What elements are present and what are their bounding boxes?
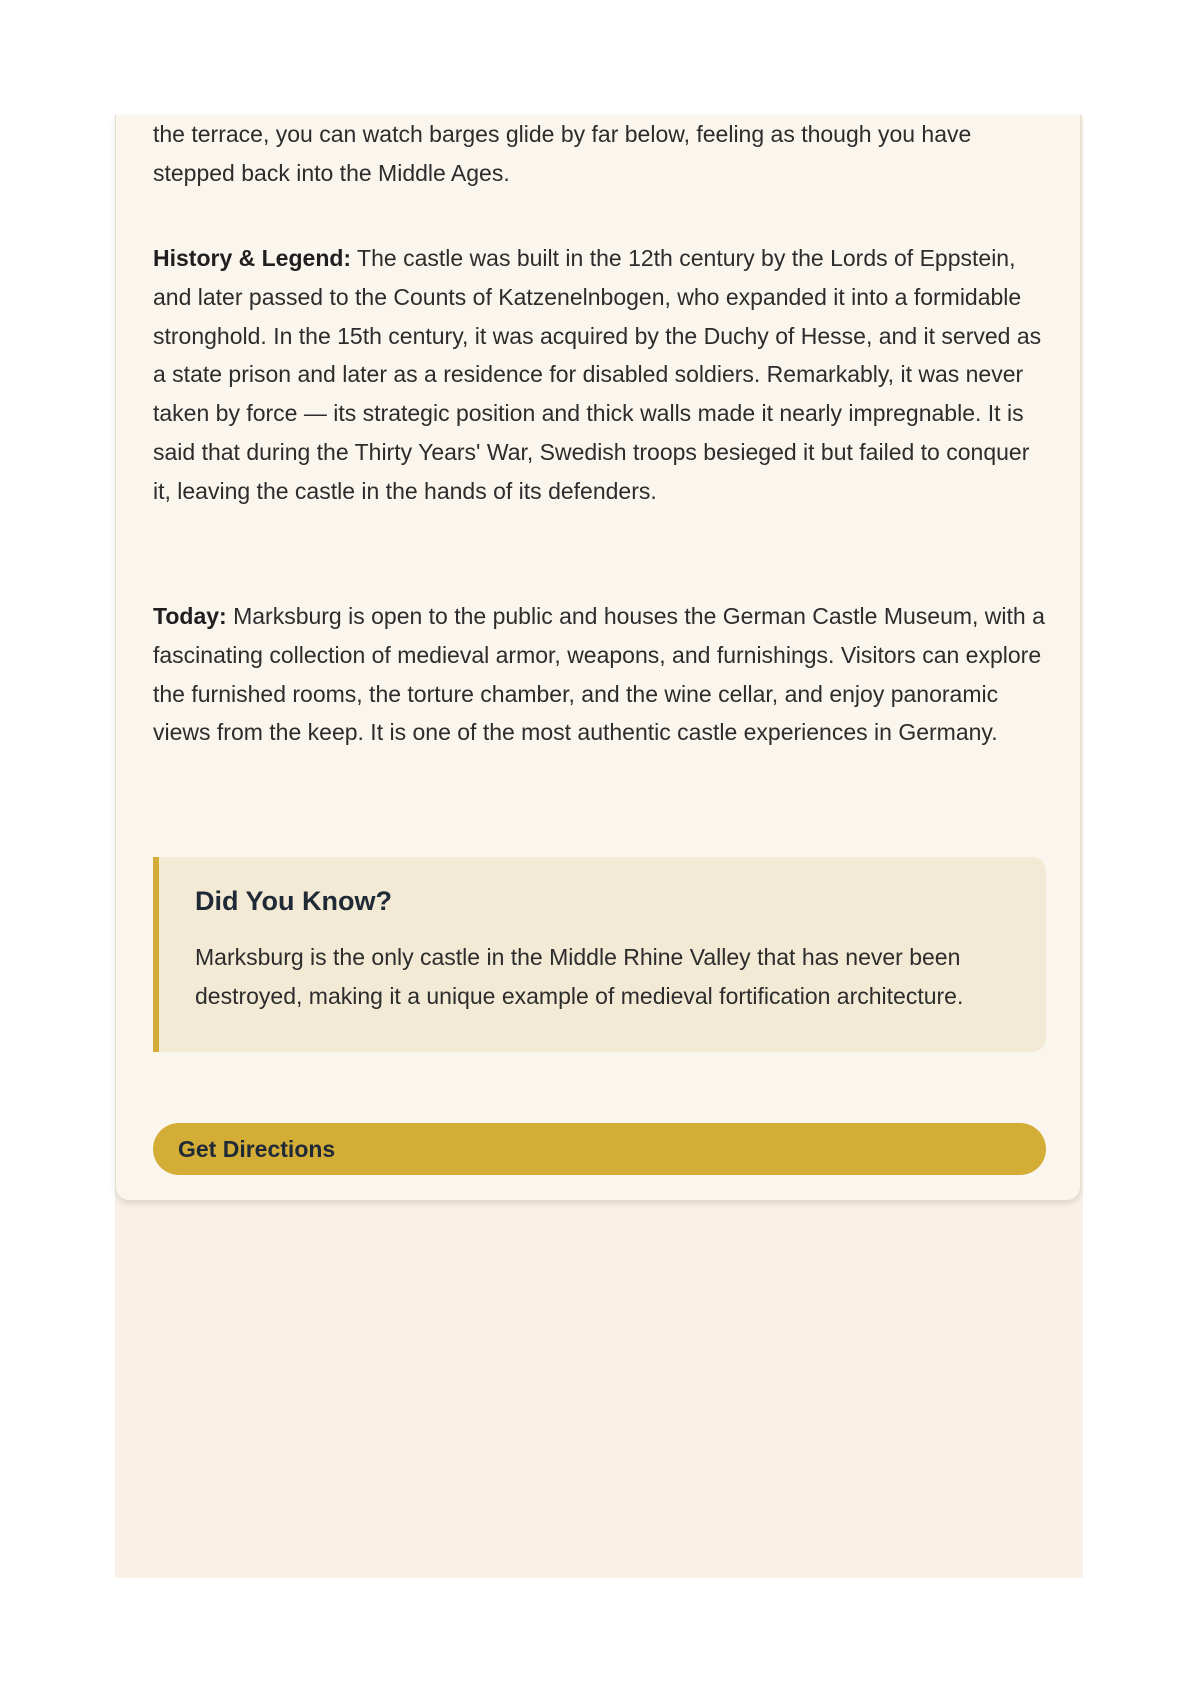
- did-you-know-callout: [153, 857, 1046, 1052]
- castle-info-card: [115, 115, 1081, 1201]
- callout-title: Did You Know?: [195, 886, 392, 916]
- today-text: Marksburg is open to the public and houses the German Castle Museum, with a fascinating collection of medieval armor, weapons, and furnishings. Visitors can explore the furnished rooms, the torture chamber, and the wine cellar, and enjoy panoramic views from the keep. It is one of the most authentic castle experiences in Germany.: [153, 603, 1045, 746]
- intro-text: the terrace, you can watch barges glide by far below, feeling as though you have stepped back into the Middle Ages.: [153, 121, 972, 186]
- intro-paragraph: [153, 115, 1046, 193]
- today-label: Today:: [153, 603, 227, 629]
- callout-text: Marksburg is the only castle in the Middle Rhine Valley that has never been destroyed, making it a unique example of medieval fortification architecture.: [195, 944, 964, 1009]
- history-text: The castle was built in the 12th century by the Lords of Eppstein, and later passed to the Counts of Katzenelnbogen, who expanded it into a formidable stronghold. In the 15th century, it was acquired by the Duchy of Hesse, and it served as a state prison and later as a residence for disabled soldiers. Remarkably, it was never taken by force — its strategic position and thick walls made it nearly impregnable. It is said that during the Thirty Years' War, Swedish troops besieged it but failed to conquer it, leaving the castle in the hands of its defenders.: [153, 245, 1042, 504]
- today-paragraph: [153, 597, 1046, 752]
- history-paragraph: [153, 239, 1046, 511]
- history-label: History & Legend:: [153, 245, 352, 271]
- get-directions-button[interactable]: Get Directions: [153, 1123, 1046, 1175]
